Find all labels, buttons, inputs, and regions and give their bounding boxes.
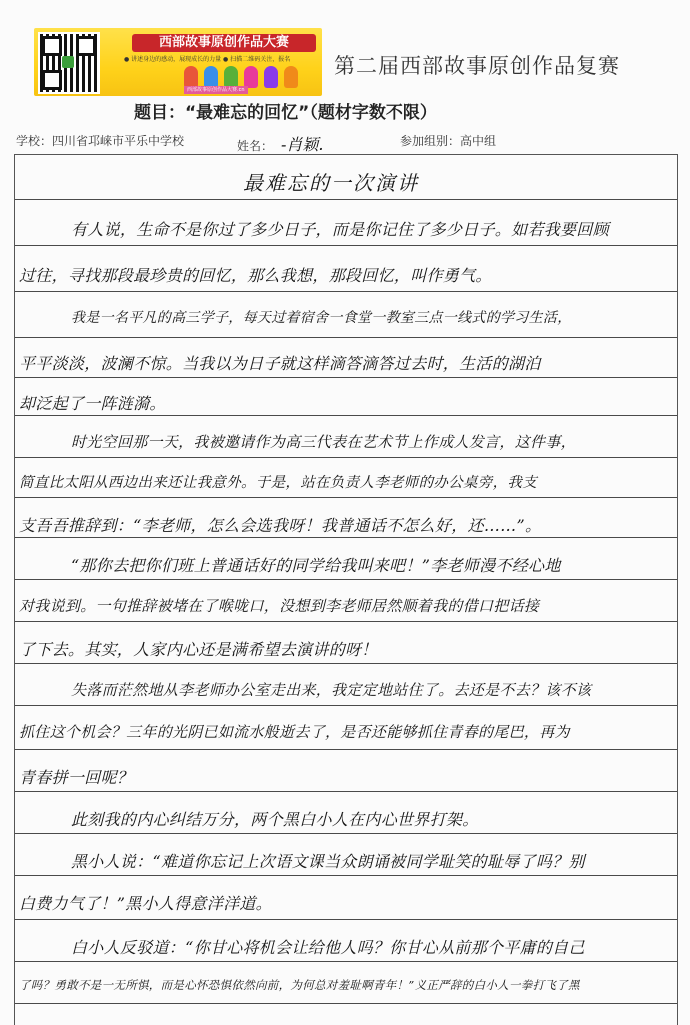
children-illustration <box>184 64 304 88</box>
ruled-line <box>15 621 677 622</box>
essay-line: 抓住这个机会？三年的光阴已如流水般逝去了，是否还能够抓住青春的尾巴，再为 <box>19 723 570 741</box>
ruled-line <box>15 579 677 580</box>
ruled-line <box>15 291 677 292</box>
contest-url: 西部故事原创作品大赛.cn <box>184 86 248 94</box>
ruled-line <box>15 875 677 876</box>
ruled-line <box>15 537 677 538</box>
essay-line: 时光空回那一天，我被邀请作为高三代表在艺术节上作成人发言，这件事， <box>71 433 576 451</box>
ruled-line <box>15 377 677 378</box>
ruled-line <box>15 961 677 962</box>
ruled-line <box>15 415 677 416</box>
ruled-line <box>15 337 677 338</box>
essay-line: 白费力气了！”黑小人得意洋洋道。 <box>19 894 272 913</box>
contest-title: 西部故事原创作品大赛 <box>132 34 316 52</box>
ruled-line <box>15 457 677 458</box>
ruled-line <box>15 833 677 834</box>
qr-code-icon <box>38 32 100 94</box>
essay-line: 有人说，生命不是你过了多少日子，而是你记住了多少日子。如若我要回顾 <box>71 220 609 239</box>
essay-line: 平平淡淡，波澜不惊。当我以为日子就这样滴答滴答过去时，生活的湖泊 <box>19 354 541 373</box>
essay-line: 对我说到。一句推辞被堵在了喉咙口，没想到李老师居然顺着我的借口把话接 <box>19 597 540 615</box>
essay-title: 最难忘的一次演讲 <box>243 171 419 195</box>
essay-line: 失落而茫然地从李老师办公室走出来，我定定地站住了。去还是不去？该不该 <box>71 681 592 699</box>
round-title: 第二届西部故事原创作品复赛 <box>334 54 620 78</box>
topic-title: 题目：“最难忘的回忆”（题材字数不限） <box>134 103 437 123</box>
essay-line: 青春拼一回呢？ <box>19 768 134 787</box>
ruled-line <box>15 705 677 706</box>
name-field <box>237 132 324 155</box>
contest-banner <box>34 28 322 96</box>
ruled-line <box>15 919 677 920</box>
essay-line: 了下去。其实，人家内心还是满希望去演讲的呀！ <box>19 640 378 659</box>
essay-line: 我是一名平凡的高三学子，每天过着宿舍一食堂一教室三点一线式的学习生活， <box>71 310 572 326</box>
ruled-line <box>15 1003 677 1004</box>
essay-line: 此刻我的内心纠结万分，两个黑白小人在内心世界打架。 <box>71 810 479 829</box>
ruled-line <box>15 245 677 246</box>
writing-sheet <box>14 154 678 1025</box>
group-label: 参加组别：高中组 <box>400 134 497 148</box>
name-value: -肖颖. <box>281 135 324 154</box>
essay-line: 了吗？勇敢不是一无所惧，而是心怀恐惧依然向前，为何总对羞耻啊青年！”义正严辞的白小人一拳打飞了黑 <box>19 978 580 992</box>
ruled-line <box>15 749 677 750</box>
name-label: 姓名： <box>237 139 274 153</box>
ruled-line <box>15 497 677 498</box>
essay-line: 过往，寻找那段最珍贵的回忆，那么我想，那段回忆，叫作勇气。 <box>19 266 492 285</box>
essay-line: 黑小人说：“难道你忘记上次语文课当众朗诵被同学耻笑的耻辱了吗？别 <box>71 852 585 871</box>
essay-line: “那你去把你们班上普通话好的同学给我叫来吧！”李老师漫不经心地 <box>71 556 561 575</box>
contest-subtitle: ● 讲述身边的感动，展现成长的力量 ● 扫描二维码关注，报名 <box>124 56 291 63</box>
essay-line: 支吾吾推辞到：“李老师，怎么会选我呀！我普通话不怎么好，还……”。 <box>19 516 542 535</box>
ruled-line <box>15 663 677 664</box>
ruled-line <box>15 791 677 792</box>
school-label: 学校：四川省邛崃市平乐中学校 <box>16 134 185 148</box>
ruled-line <box>15 199 677 200</box>
essay-line: 白小人反驳道：“你甘心将机会让给他人吗？你甘心从前那个平庸的自己 <box>71 938 585 957</box>
essay-line: 简直比太阳从西边出来还让我意外。于是，站在负责人李老师的办公桌旁，我支 <box>19 475 537 491</box>
essay-line: 却泛起了一阵涟漪。 <box>19 394 166 413</box>
